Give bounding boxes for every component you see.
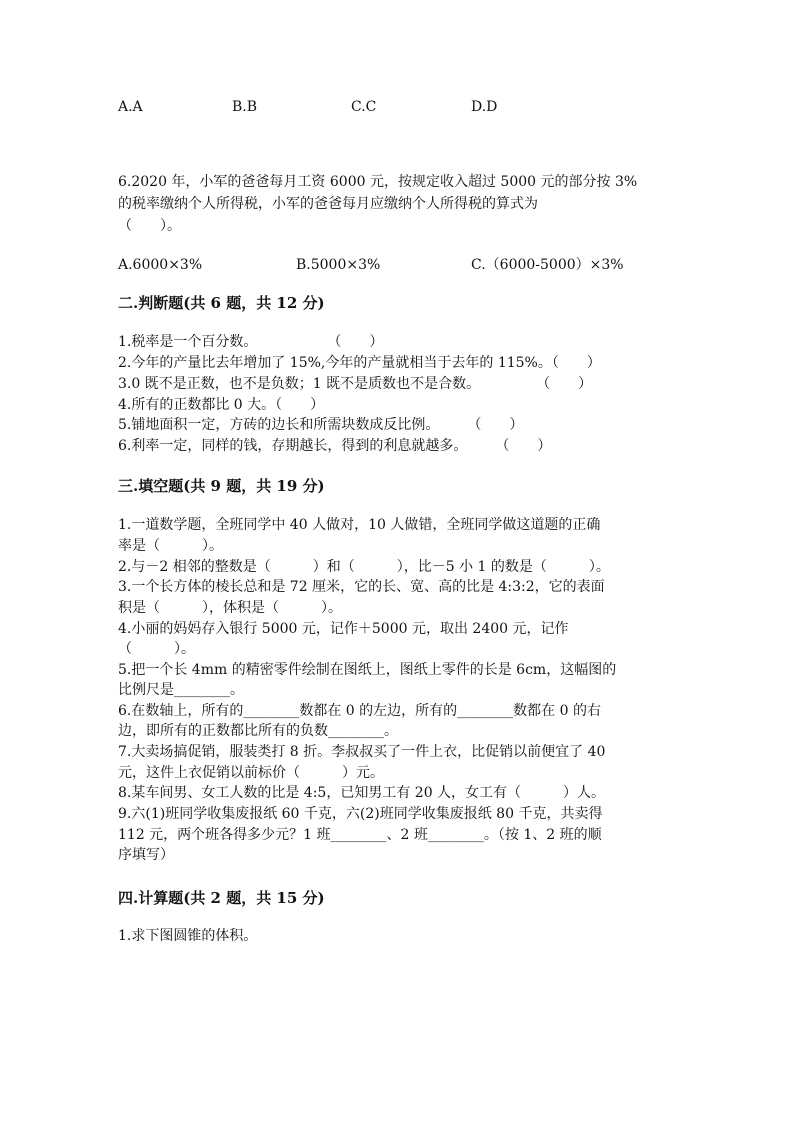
fill-line-11: 边，即所有的正数都比所有的负数________。 [118, 723, 398, 739]
fill-line-16: 112 元，两个班各得多少元？1 班________、2 班________。（按 1、2 班的顺 [118, 827, 602, 843]
q6-line-3: （ ）。 [118, 218, 181, 234]
fill-line-3: 2.与－2 相邻的整数是（ ）和（ ），比－5 小 1 的数是（ ）。 [118, 559, 610, 575]
fill-line-13: 元，这件上衣促销以前标价（ ）元。 [118, 765, 384, 781]
fill-line-2: 率是（ ）。 [118, 538, 223, 554]
judge-item-4: 4.所有的正数都比 0 大。（ ） [118, 397, 325, 413]
judge-item-5: 5.铺地面积一定，方砖的边长和所需块数成反比例。 （ ） [118, 417, 524, 433]
q6-option-c: C.（6000-5000）×3% [471, 257, 624, 273]
fill-line-17: 序填写） [118, 847, 174, 863]
judge-item-2: 2.今年的产量比去年增加了 15%,今年的产量就相当于去年的 115%。（ ） [118, 355, 601, 371]
fill-line-12: 7.大卖场搞促销，服装类打 8 折。李叔叔买了一件上衣，比促销以前便宜了 40 [118, 744, 606, 760]
fill-line-7: （ ）。 [118, 641, 195, 657]
fill-line-6: 4.小丽的妈妈存入银行 5000 元，记作＋5000 元，取出 2400 元，记作 [118, 621, 569, 637]
q6-line-1: 6.2020 年，小军的爸爸每月工资 6000 元，按规定收入超过 5000 元的部分按 3% [118, 174, 638, 190]
section-4-heading: 四.计算题(共 2 题，共 15 分) [118, 889, 325, 907]
fill-line-8: 5.把一个长 4mm 的精密零件绘制在图纸上，图纸上零件的长是 6cm，这幅图的 [118, 662, 617, 678]
q6-line-2: 的税率缴纳个人所得税，小军的爸爸每月应缴纳个人所得税的算式为 [118, 196, 538, 212]
fill-line-10: 6.在数轴上，所有的________数都在 0 的左边，所有的________数都在 0 的右 [118, 703, 601, 719]
judge-item-1: 1.税率是一个百分数。 （ ） [118, 334, 384, 350]
fill-line-14: 8.某车间男、女工人数的比是 4:5，已知男工有 20 人，女工有（ ）人。 [118, 785, 606, 801]
section-3-heading: 三.填空题(共 9 题，共 19 分) [118, 477, 325, 495]
q5-option-d: D.D [471, 99, 498, 115]
calc-item-1: 1.求下图圆锥的体积。 [118, 928, 258, 944]
section-2-heading: 二.判断题(共 6 题，共 12 分) [118, 294, 325, 312]
q5-option-b: B.B [232, 99, 258, 115]
q5-option-a: A.A [118, 99, 143, 115]
q5-option-c: C.C [351, 99, 377, 115]
fill-line-1: 1.一道数学题，全班同学中 40 人做对，10 人做错，全班同学做这道题的正确 [118, 517, 601, 533]
fill-line-15: 9.六(1)班同学收集废报纸 60 千克，六(2)班同学收集废报纸 80 千克，共卖得 [118, 806, 603, 822]
fill-line-9: 比例尺是________。 [118, 682, 244, 698]
q6-option-b: B.5000×3% [296, 257, 381, 273]
fill-line-5: 积是（ ），体积是（ ）。 [118, 600, 342, 616]
q6-option-a: A.6000×3% [118, 257, 203, 273]
judge-item-6: 6.利率一定，同样的钱，存期越长，得到的利息就越多。 （ ） [118, 438, 552, 454]
judge-item-3: 3.0 既不是正数，也不是负数；1 既不是质数也不是合数。 （ ） [118, 376, 593, 392]
fill-line-4: 3.一个长方体的棱长总和是 72 厘米，它的长、宽、高的比是 4:3:2，它的表面 [118, 579, 605, 595]
